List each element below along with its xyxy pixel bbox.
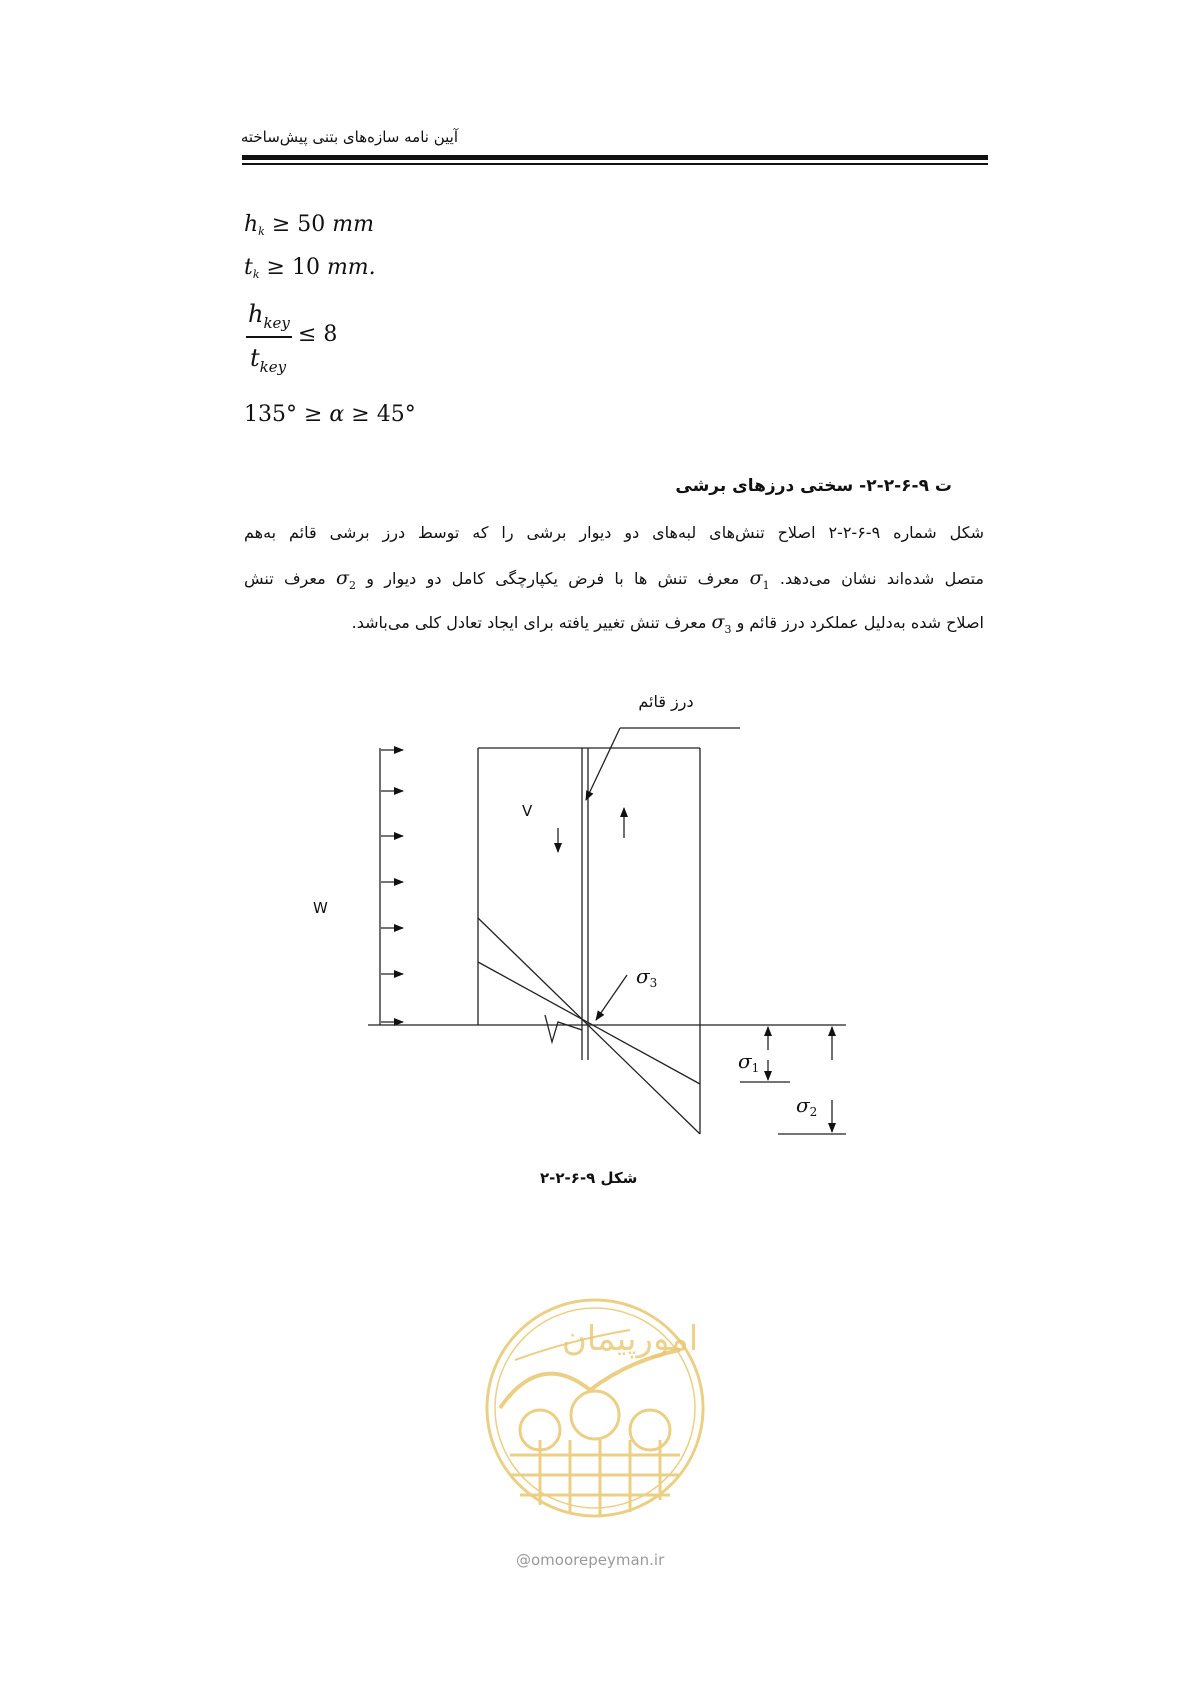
equation-hk: $h_k \ge 50$ mm: [244, 212, 374, 238]
stress-jump: [545, 1015, 582, 1042]
equation-key-ratio: $h_{key}$ $t_{key}$ ≤ 8: [248, 300, 338, 376]
watermark-site: @omoorepeyman.ir: [516, 1551, 665, 1569]
watermark-logo-text: امورپیمان: [561, 1319, 699, 1359]
figure-caption: شکل ۹-۶-۲-۲: [540, 1169, 638, 1187]
sigma1-label: $\sigma_1$: [738, 1049, 760, 1075]
paragraph-line-2: متصل شده‌اند نشان می‌دهد. $\sigma_1$ معرف تنش ها با فرض یکپارچگی کامل دو دیوار و $\sigma_2$ معرف تنش: [244, 567, 984, 592]
stress-line-sigma1: [478, 962, 700, 1084]
sigma2-label: $\sigma_2$: [796, 1093, 818, 1119]
watermark-logo: [480, 1290, 710, 1530]
v-label: V: [522, 802, 533, 820]
figure-joint-stress-diagram: [300, 680, 860, 1150]
wind-load-arrows: [381, 750, 403, 1022]
joint-leader-arrow: [586, 728, 620, 800]
joint-label: درز قائم: [638, 692, 694, 711]
equation-tk: $t_k \ge 10$ mm.: [244, 255, 376, 281]
stress-line-sigma2: [478, 918, 700, 1134]
header-rule-thick: [242, 155, 988, 160]
w-label: W: [313, 899, 328, 917]
paragraph-line-1: شکل شماره ۹-۶-۲-۲ اصلاح تنش‌های لبه‌های دو دیوار برشی را که توسط درز برشی قائم به‌هم: [244, 523, 984, 542]
equation-alpha: 135° ≥ α ≥ 45°: [244, 402, 416, 427]
paragraph-line-3: اصلاح شده به‌دلیل عملکرد درز قائم و $\sigma_3$ معرف تنش تغییر یافته برای ایجاد تعادل کلی می‌باشد.: [351, 611, 984, 636]
section-heading: ت ۹-۶-۲-۲- سختی درزهای برشی: [675, 476, 952, 496]
running-header: آیین نامه سازه‌های بتنی پیش‌ساخته: [240, 128, 458, 146]
header-rule-thin: [242, 163, 988, 165]
sigma3-leader: [596, 975, 627, 1020]
sigma3-label: $\sigma_3$: [636, 964, 658, 990]
